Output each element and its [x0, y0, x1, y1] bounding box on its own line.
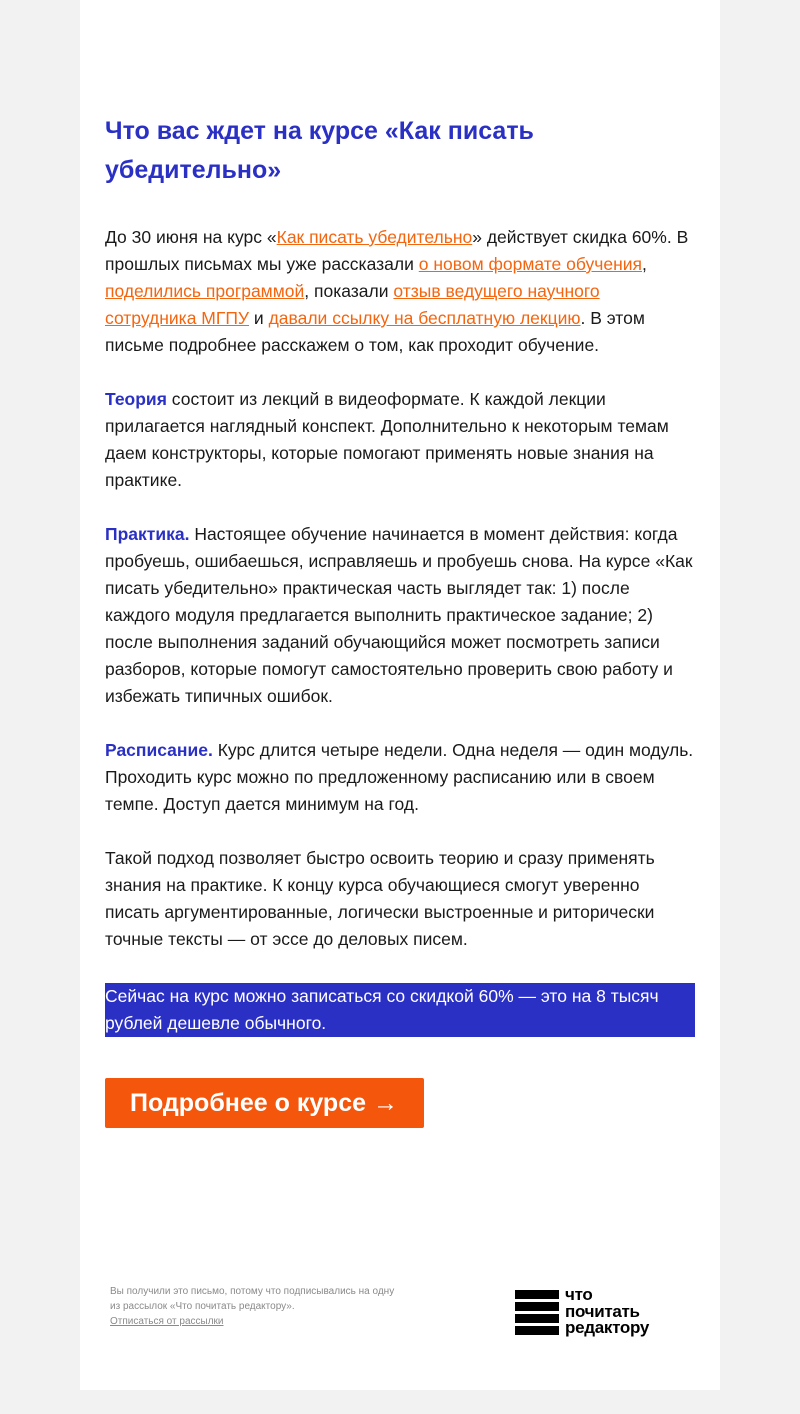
email-content [105, 112, 695, 1128]
theory-text: состоит из лекций в видеоформате. К каждой лекции прилагается наглядный конспект. Дополнительно к некоторым темам даем конструкторы, которые помогают применять новые знания на практике. [105, 389, 669, 490]
logo-bars-icon [515, 1290, 559, 1336]
course-details-button[interactable]: Подробнее о курсе → [105, 1078, 424, 1128]
logo-line-2: почитать [565, 1301, 640, 1321]
review-link[interactable]: отзыв ведущего научного сотрудника МГПУ [105, 281, 600, 328]
theory-lead: Теория [105, 389, 167, 409]
intro-text-3: , [642, 254, 647, 274]
theory-paragraph [105, 386, 695, 494]
free-lecture-link[interactable]: давали ссылку на бесплатную лекцию [268, 308, 581, 328]
email-card [80, 0, 720, 1390]
logo-line-3: редактору [565, 1318, 649, 1337]
intro-paragraph [105, 224, 695, 359]
discount-highlight: Сейчас на курс можно записаться со скидкой 60% — это на 8 тысяч рублей дешевле обычного. [105, 983, 695, 1037]
logo-line-1: что [565, 1285, 593, 1304]
schedule-text: Курс длится четыре недели. Одна неделя — один модуль. Проходить курс можно по предложенному расписанию или в своем темпе. Доступ дается минимум на год. [105, 740, 694, 814]
logo-wordmark [565, 1287, 649, 1337]
email-title: Что вас ждет на курсе «Как писать убедительно» [105, 117, 534, 184]
brand-logo [515, 1285, 691, 1340]
unsubscribe-link[interactable]: Отписаться от рассылки [110, 1316, 224, 1327]
new-format-link[interactable]: о новом формате обучения [418, 254, 643, 274]
practice-text: Настоящее обучение начинается в момент действия: когда пробуешь, ошибаешься, исправляешь и пробуешь снова. На курсе «Как писать убедительно» практическая часть выглядет так: 1) после каждого модуля предлагается выполнить практическое задание; 2) после выполнения заданий обучающийся может посмотреть записи разборов, которые помогут самостоятельно проверить свою работу и избежать типичных ошибок. [105, 524, 693, 706]
intro-text-6: . В этом письме подробнее расскажем о том, как проходит обучение. [105, 308, 645, 355]
practice-paragraph [105, 521, 695, 710]
summary-paragraph: Такой подход позволяет быстро освоить теорию и сразу применять знания на практике. К концу курса обучающиеся смогут уверенно писать аргументированные, логически выстроенные и риторически точные тексты — от эссе до деловых писем. [105, 848, 655, 949]
practice-lead: Практика. [105, 524, 190, 544]
footer-notice-text: Вы получили это письмо, потому что подписывались на одну из рассылок «Что почитать редактору». [110, 1286, 395, 1312]
intro-text-1: До 30 июня на курс « [105, 227, 277, 247]
course-link[interactable]: Как писать убедительно [276, 227, 473, 247]
intro-text-4: , показали [304, 281, 394, 301]
program-link[interactable]: поделились программой [105, 281, 305, 301]
schedule-lead: Расписание. [105, 740, 213, 760]
intro-text-2: » действует скидка 60%. В прошлых письмах мы уже рассказали [105, 227, 689, 274]
footer-notice [110, 1284, 400, 1329]
intro-text-5: и [249, 308, 269, 328]
schedule-paragraph [105, 737, 695, 818]
